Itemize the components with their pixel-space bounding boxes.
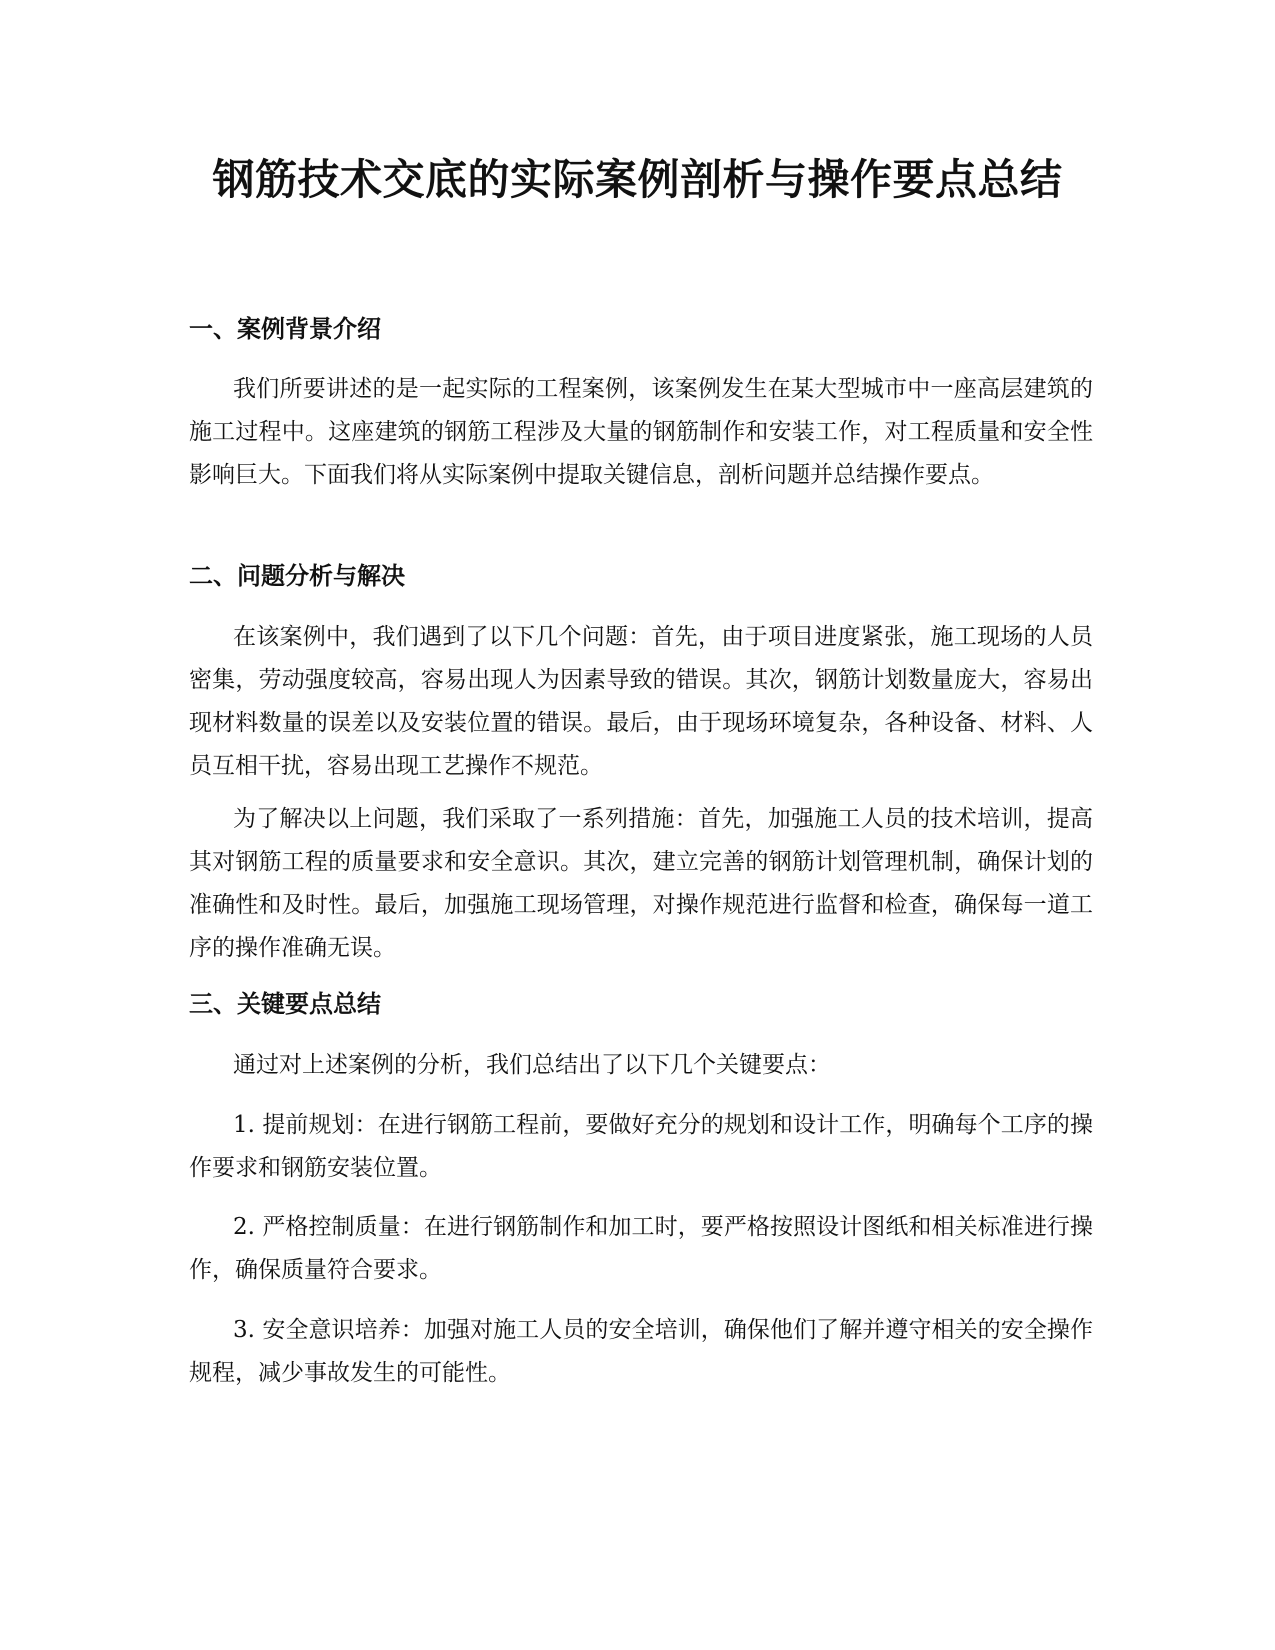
list-item-quality-control: 2. 严格控制质量：在进行钢筋制作和加工时，要严格按照设计图纸和相关标准进行操作，确保质量符合要求。 [189,1214,1093,1283]
section-heading-analysis: 二、问题分析与解决 [189,562,405,590]
document-title: 钢筋技术交底的实际案例剖析与操作要点总结 [212,155,1063,204]
list-item-safety-awareness: 3. 安全意识培养：加强对施工人员的安全培训，确保他们了解并遵守相关的安全操作规程，减少事故发生的可能性。 [189,1317,1093,1386]
section-heading-key-points: 三、关键要点总结 [189,990,381,1018]
list-item-planning: 1. 提前规划：在进行钢筋工程前，要做好充分的规划和设计工作，明确每个工序的操作要求和钢筋安装位置。 [189,1112,1093,1181]
paragraph-problems: 在该案例中，我们遇到了以下几个问题：首先，由于项目进度紧张，施工现场的人员密集，劳动强度较高，容易出现人为因素导致的错误。其次，钢筋计划数量庞大，容易出现材料数量的误差以及安装位置的错误。最后，由于现场环境复杂，各种设备、材料、人员互相干扰，容易出现工艺操作不规范。 [189,624,1093,779]
paragraph-solutions: 为了解决以上问题，我们采取了一系列措施：首先，加强施工人员的技术培训，提高其对钢筋工程的质量要求和安全意识。其次，建立完善的钢筋计划管理机制，确保计划的准确性和及时性。最后，加强施工现场管理，对操作规范进行监督和检查，确保每一道工序的操作准确无误。 [189,806,1093,961]
paragraph-key-points-intro: 通过对上述案例的分析，我们总结出了以下几个关键要点： [233,1052,831,1078]
paragraph-background: 我们所要讲述的是一起实际的工程案例，该案例发生在某大型城市中一座高层建筑的施工过程中。这座建筑的钢筋工程涉及大量的钢筋制作和安装工作，对工程质量和安全性影响巨大。下面我们将从实际案例中提取关键信息，剖析问题并总结操作要点。 [189,376,1093,488]
section-heading-background: 一、案例背景介绍 [189,315,381,343]
